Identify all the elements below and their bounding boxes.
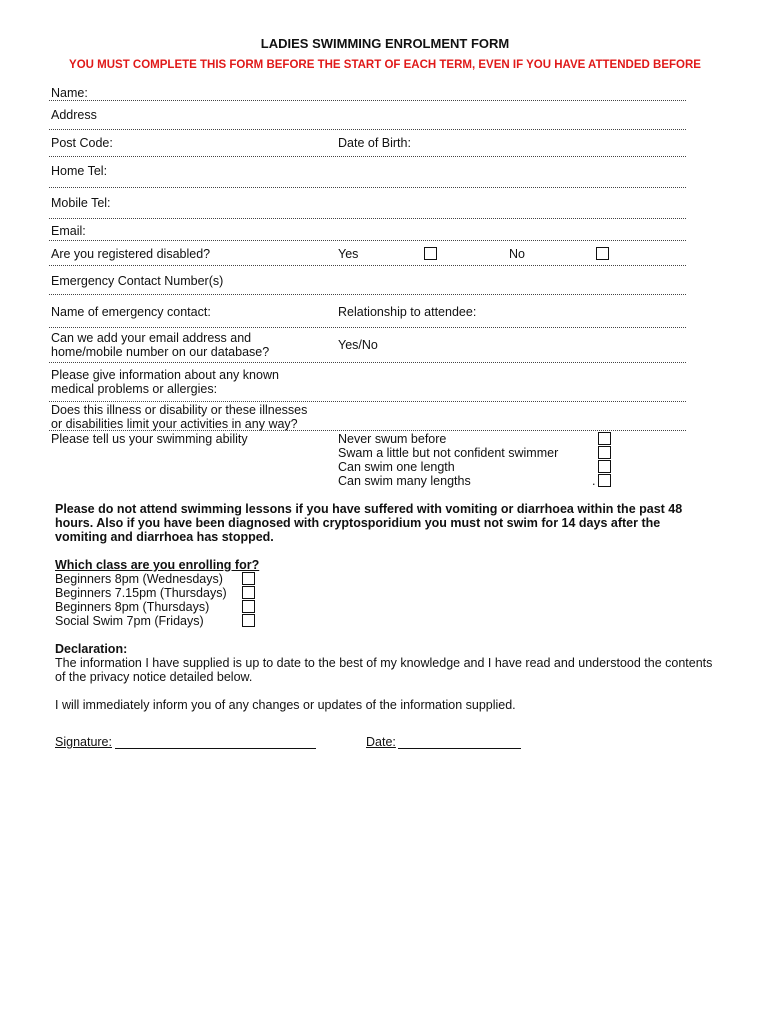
ability-option: Can swim one length xyxy=(338,460,455,474)
disabled-yes-label: Yes xyxy=(338,247,359,261)
warning-banner: YOU MUST COMPLETE THIS FORM BEFORE THE START OF EACH TERM, EVEN IF YOU HAVE ATTENDED BEFORE xyxy=(69,59,701,71)
address-label: Address xyxy=(51,108,97,122)
database-question-line2: home/mobile number on our database? xyxy=(51,345,270,359)
post-code-field-line[interactable] xyxy=(49,156,686,157)
ability-question: Please tell us your swimming ability xyxy=(51,432,248,446)
declaration-text: The information I have supplied is up to date to the best of my knowledge and I have read and understood the contents of the privacy notice detailed below. xyxy=(55,656,713,684)
disabled-no-label: No xyxy=(509,247,525,261)
date-label: Date: xyxy=(366,735,396,749)
class-option: Beginners 8pm (Thursdays) xyxy=(55,600,210,614)
emergency-name-field-line[interactable] xyxy=(49,327,686,328)
email-label: Email: xyxy=(51,224,86,238)
home-tel-label: Home Tel: xyxy=(51,164,108,178)
ability-checkbox[interactable] xyxy=(598,432,611,445)
signature-label: Signature: xyxy=(55,735,112,749)
illness-question-line2: or disabilities limit your activities in any way? xyxy=(51,417,298,431)
disabled-divider xyxy=(49,265,686,266)
class-checkbox[interactable] xyxy=(242,600,255,613)
class-checkbox[interactable] xyxy=(242,586,255,599)
email-field-line[interactable] xyxy=(49,240,686,241)
ability-option: Swam a little but not confident swimmer xyxy=(338,446,559,460)
emergency-name-label: Name of emergency contact: xyxy=(51,305,211,319)
class-option: Beginners 7.15pm (Thursdays) xyxy=(55,586,227,600)
medical-field-line[interactable] xyxy=(49,401,686,402)
ability-checkbox[interactable] xyxy=(598,474,611,487)
class-checkbox[interactable] xyxy=(242,614,255,627)
illness-field-line[interactable] xyxy=(49,430,686,431)
class-option: Social Swim 7pm (Fridays) xyxy=(55,614,204,628)
name-label: Name: xyxy=(51,86,88,100)
mobile-tel-field-line[interactable] xyxy=(49,218,686,219)
disabled-yes-checkbox[interactable] xyxy=(424,247,437,260)
ability-option: Never swum before xyxy=(338,432,447,446)
medical-question-line2: medical problems or allergies: xyxy=(51,382,218,396)
dob-label: Date of Birth: xyxy=(338,136,411,150)
name-field-line[interactable] xyxy=(49,100,686,101)
ability-checkbox[interactable] xyxy=(598,446,611,459)
signature-line[interactable] xyxy=(115,748,316,749)
class-heading: Which class are you enrolling for? xyxy=(55,558,260,572)
mobile-tel-label: Mobile Tel: xyxy=(51,196,111,210)
relationship-label: Relationship to attendee: xyxy=(338,305,477,319)
ability-option: Can swim many lengths xyxy=(338,474,471,488)
illness-question-line1: Does this illness or disability or these illnesses xyxy=(51,403,308,417)
declaration-inform: I will immediately inform you of any changes or updates of the information supplied. xyxy=(55,698,516,712)
ability-dot: . xyxy=(592,474,596,488)
class-option: Beginners 8pm (Wednesdays) xyxy=(55,572,223,586)
date-line[interactable] xyxy=(398,748,521,749)
post-code-label: Post Code: xyxy=(51,136,113,150)
ability-checkbox[interactable] xyxy=(598,460,611,473)
medical-question-line1: Please give information about any known xyxy=(51,368,279,382)
database-divider xyxy=(49,362,686,363)
emergency-numbers-label: Emergency Contact Number(s) xyxy=(51,274,224,288)
declaration-heading: Declaration: xyxy=(55,642,128,656)
database-question-line1: Can we add your email address and xyxy=(51,331,252,345)
disabled-question: Are you registered disabled? xyxy=(51,247,211,261)
address-field-line[interactable] xyxy=(49,129,686,130)
form-title: LADIES SWIMMING ENROLMENT FORM xyxy=(260,36,510,51)
emergency-numbers-field-line[interactable] xyxy=(49,294,686,295)
class-checkbox[interactable] xyxy=(242,572,255,585)
home-tel-field-line[interactable] xyxy=(49,187,686,188)
health-notice: Please do not attend swimming lessons if you have suffered with vomiting or diarrhoea within the past 48 hours. Also if you have been diagnosed with cryptosporidium you must not swim for 14 days after the vomiting and diarrhoea has stopped. xyxy=(55,502,683,544)
database-yes-no[interactable]: Yes/No xyxy=(338,338,378,352)
disabled-no-checkbox[interactable] xyxy=(596,247,609,260)
